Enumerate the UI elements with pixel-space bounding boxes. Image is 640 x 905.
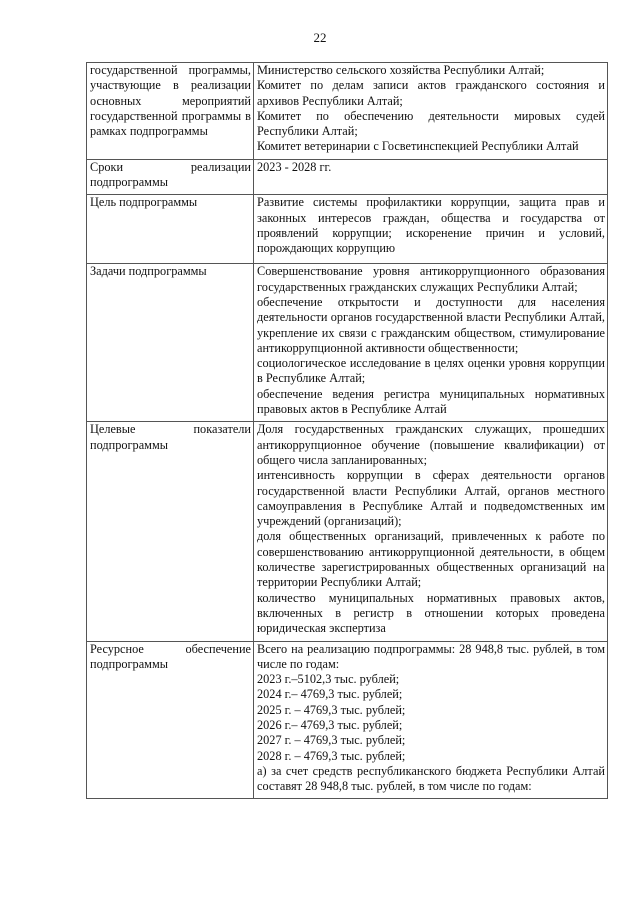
row-value-tasks xyxy=(254,264,608,422)
row-label-resources: Ресурсное обеспечение подпрограммы xyxy=(87,641,254,799)
indicator-item: интенсивность коррупции в сферах деятельности органов государственной власти Республики Алтай, органов местного самоуправления в Республике Алтай и подведомственных им учреждений (организаций); xyxy=(257,468,605,529)
task-item: обеспечение ведения регистра муниципальных нормативных правовых актов в Республике Алтай xyxy=(257,386,605,417)
participant-item: Министерство сельского хозяйства Республики Алтай; xyxy=(257,63,545,77)
indicator-item: Доля государственных гражданских служащих, прошедших антикоррупционное обучение (повышение квалификации) от общего числа запланированных; xyxy=(257,422,605,467)
row-label-goal: Цель подпрограммы xyxy=(87,195,254,264)
goal-value: Развитие системы профилактики коррупции, защита прав и законных интересов граждан, общества и государства от проявлений коррупции; искоренение причин и условий, порождающих коррупцию xyxy=(257,195,605,256)
row-label-terms: Сроки реализации подпрограммы xyxy=(87,159,254,195)
terms-value: 2023 - 2028 гг. xyxy=(257,159,332,174)
table-row xyxy=(87,63,608,160)
resource-total: Всего на реализацию подпрограммы: 28 948,8 тыс. рублей, в том числе по годам: xyxy=(257,641,605,671)
task-item: социологическое исследование в целях оценки уровня коррупции в Республике Алтай; xyxy=(257,356,605,386)
row-label-tasks: Задачи подпрограммы xyxy=(87,264,254,422)
table-row xyxy=(87,159,608,195)
row-label-indicators: Целевые показатели подпрограммы xyxy=(87,422,254,641)
task-item: Совершенствование уровня антикоррупционного образования государственных гражданских служащих Республики Алтай; xyxy=(257,264,605,294)
table-row xyxy=(87,641,608,799)
participant-item: Комитет по делам записи актов гражданского состояния и архивов Республики Алтай; xyxy=(257,78,605,108)
resource-year: 2028 г. – 4769,3 тыс. рублей; xyxy=(257,748,406,763)
subprogram-passport-table xyxy=(86,62,608,799)
resource-year: 2026 г.– 4769,3 тыс. рублей; xyxy=(257,717,403,732)
participant-item: Комитет ветеринарии с Госветинспекцией Республики Алтай xyxy=(257,139,579,154)
indicator-item: количество муниципальных нормативных правовых актов, включенных в регистр в отношении которых проведена юридическая экспертиза xyxy=(257,590,605,636)
table-row xyxy=(87,195,608,264)
resource-year: 2027 г. – 4769,3 тыс. рублей; xyxy=(257,733,406,748)
row-label-participants: государственной программы, участвующие в реализации основных мероприятий государственной программы в рамках подпрограммы xyxy=(87,63,254,160)
resource-year: 2023 г.–5102,3 тыс. рублей; xyxy=(257,672,400,687)
indicator-item: доля общественных организаций, привлеченных к работе по совершенствованию антикоррупционной деятельности, в общем количестве зарегистрированных общественных организаций на территории Республики Алтай; xyxy=(257,529,605,590)
task-item: обеспечение открытости и доступности для населения деятельности органов государственной власти Республики Алтай, укрепление их связи с гражданским обществом, стимулирование антикоррупционной активности общественности; xyxy=(257,294,605,355)
row-value-terms xyxy=(254,159,608,195)
resource-budget-note: а) за счет средств республиканского бюджета Республики Алтай составят 28 948,8 тыс. рублей, в том числе по годам: xyxy=(257,763,605,794)
table-row xyxy=(87,264,608,422)
table-row xyxy=(87,422,608,641)
participant-item: Комитет по обеспечению деятельности мировых судей Республики Алтай; xyxy=(257,108,605,139)
row-value-resources xyxy=(254,641,608,799)
page-number: 22 xyxy=(313,30,327,45)
row-value-participants xyxy=(254,63,608,160)
row-value-goal xyxy=(254,195,608,264)
resource-year: 2025 г. – 4769,3 тыс. рублей; xyxy=(257,702,406,717)
row-value-indicators xyxy=(254,422,608,641)
resource-year: 2024 г.– 4769,3 тыс. рублей; xyxy=(257,687,403,702)
